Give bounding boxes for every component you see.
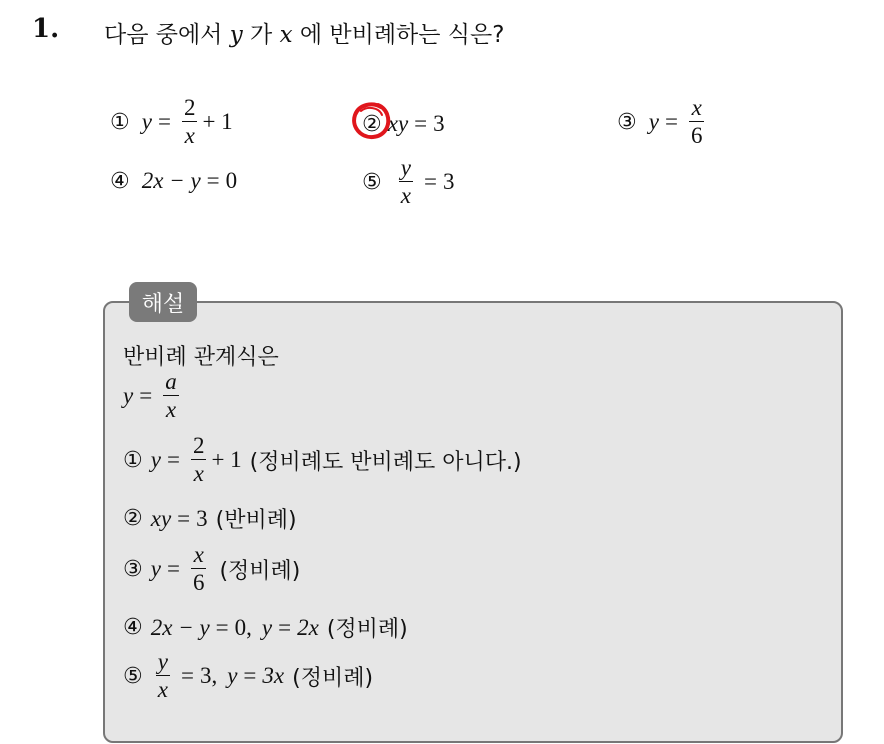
choice-4-expr: 2x − y	[141, 168, 201, 193]
solution-line-1-marker: ①	[123, 447, 143, 473]
choice-5-marker: ⑤	[362, 169, 382, 195]
solution-line-1-tail: + 1	[211, 447, 242, 473]
choice-4[interactable]	[110, 168, 237, 194]
solution-line-2-note: (반비례)	[215, 508, 297, 533]
choice-5-eq: =	[423, 169, 437, 195]
solution-line-3	[123, 543, 300, 595]
question-text-b: 가	[250, 22, 273, 48]
choice-5-num: y	[400, 155, 411, 180]
solution-line-1-fraction	[191, 434, 207, 486]
solution-general-form	[123, 370, 184, 422]
solution-line-2-expr: xy	[150, 505, 172, 531]
solution-line-5-eq2: =	[243, 663, 257, 689]
choice-3-lhs: y	[648, 109, 659, 135]
choice-3-eq: =	[664, 109, 678, 135]
solution-line-4-marker: ④	[123, 615, 143, 640]
solution-line-5-rhs: 3,	[199, 663, 218, 689]
choice-1-den: x	[184, 123, 195, 149]
choice-3-num: x	[691, 95, 702, 120]
solution-line-2-eq: =	[177, 505, 191, 531]
question-number: 1.	[32, 14, 60, 44]
solution-line-3-lhs: y	[150, 556, 161, 582]
solution-line-2-marker: ②	[123, 506, 143, 531]
choice-4-eq: =	[206, 168, 220, 193]
solution-line-5-eq: =	[180, 663, 194, 689]
solution-line-5-rhs2: 3x	[262, 663, 285, 689]
general-num: a	[165, 369, 177, 394]
choice-4-marker: ④	[110, 168, 130, 194]
choice-1-fraction	[182, 96, 198, 148]
general-eq: =	[139, 383, 153, 409]
choice-2-marker: ②	[362, 111, 382, 137]
question-var-x: x	[279, 22, 293, 48]
solution-line-4-note: (정비례)	[326, 617, 408, 642]
solution-line-4-expr-a: 2x − y	[150, 614, 210, 640]
solution-line-4-eq2: =	[278, 614, 292, 640]
solution-line-4-expr-b: y	[261, 614, 273, 640]
answer-mark-circle-icon	[351, 101, 393, 141]
solution-line-1-den: x	[193, 461, 204, 487]
solution-line-4	[123, 612, 408, 643]
solution-line-4-eq: =	[215, 614, 229, 640]
solution-line-5-note: (정비례)	[292, 665, 374, 691]
choice-1[interactable]	[110, 96, 233, 148]
solution-line-5	[123, 650, 373, 702]
solution-line-2-rhs: 3	[196, 505, 208, 531]
question-text-a: 다음 중에서	[104, 22, 223, 48]
choice-2-rhs: 3	[433, 111, 445, 136]
solution-intro: 반비례 관계식은	[123, 345, 279, 370]
solution-line-5-num: y	[157, 649, 168, 674]
solution-line-3-fraction	[191, 543, 207, 595]
choice-3-den: 6	[690, 123, 703, 149]
choice-3[interactable]	[617, 96, 709, 148]
choice-5-rhs: 3	[442, 169, 455, 195]
solution-line-3-note: (정비례)	[219, 558, 301, 584]
general-den: x	[165, 397, 177, 423]
choice-5-fraction	[399, 156, 413, 208]
solution-line-3-den: 6	[192, 570, 205, 596]
choice-1-num: 2	[183, 95, 196, 120]
solution-line-3-eq: =	[166, 556, 180, 582]
solution-line-1-num: 2	[192, 433, 205, 458]
solution-line-1-eq: =	[166, 447, 180, 473]
question-text-c: 에 반비례하는 식은?	[299, 22, 505, 48]
solution-line-3-marker: ③	[123, 556, 143, 582]
choice-5-den: x	[400, 183, 411, 209]
question-text	[104, 16, 504, 49]
choice-2-expr: xy	[387, 111, 409, 136]
solution-line-5-fraction	[156, 650, 170, 702]
choice-1-tail: + 1	[202, 109, 233, 135]
solution-line-5-den: x	[157, 677, 168, 703]
choice-1-eq: =	[157, 109, 171, 135]
question-var-y: y	[229, 22, 243, 48]
choice-1-lhs: y	[141, 109, 152, 135]
choice-1-marker: ①	[110, 109, 130, 135]
solution-line-3-num: x	[193, 542, 204, 567]
solution-line-2	[123, 503, 297, 534]
solution-line-1-lhs: y	[150, 447, 161, 473]
solution-tag: 해설	[129, 282, 197, 322]
solution-line-4-rhs2: 2x	[297, 614, 319, 640]
solution-line-1	[123, 434, 522, 486]
choice-2-eq: =	[414, 111, 428, 136]
choice-3-marker: ③	[617, 109, 637, 135]
solution-line-5-marker: ⑤	[123, 663, 143, 689]
solution-line-1-note: (정비례도 반비례도 아니다.)	[249, 449, 522, 475]
choice-5[interactable]	[362, 156, 454, 208]
choice-3-fraction	[689, 96, 705, 148]
choice-4-rhs: 0	[225, 168, 238, 193]
general-fraction	[163, 370, 179, 422]
general-lhs: y	[123, 383, 134, 409]
solution-line-4-rhs: 0,	[234, 614, 252, 640]
solution-line-5-expr-b: y	[227, 663, 238, 689]
